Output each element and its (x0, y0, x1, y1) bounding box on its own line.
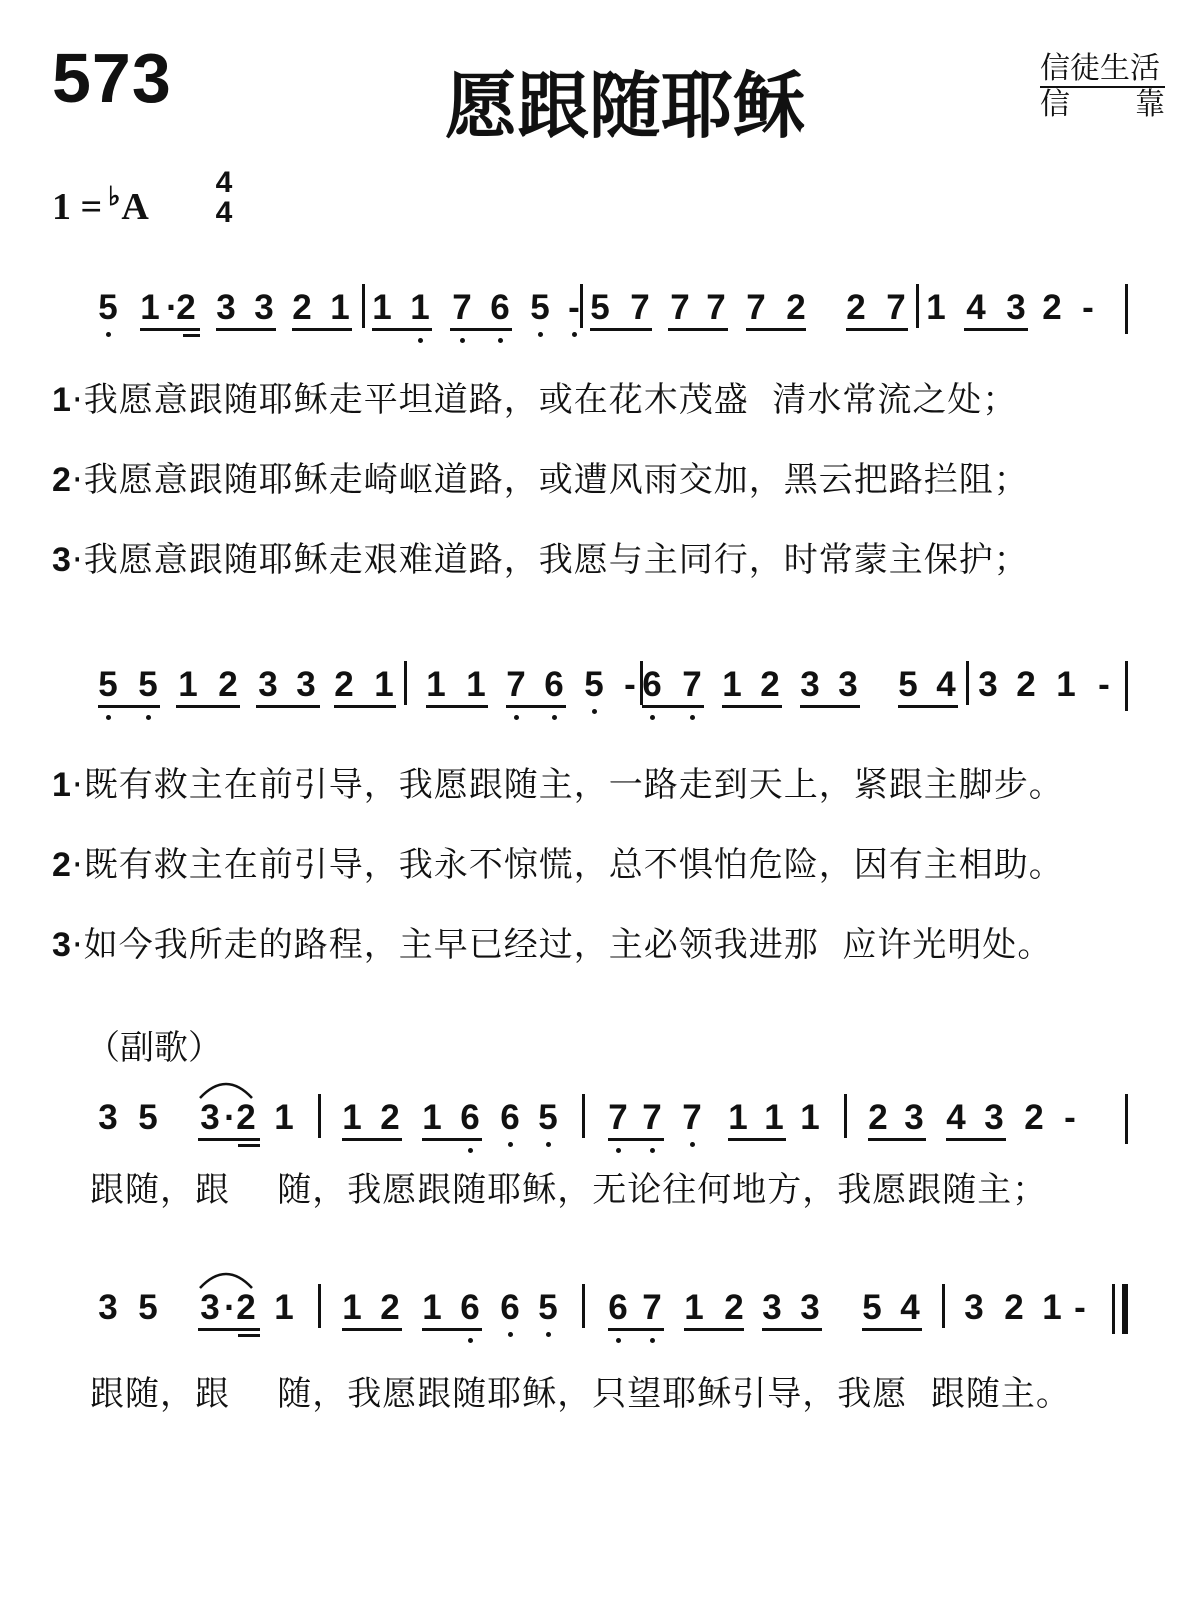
note: 5 (538, 1288, 558, 1327)
note: 3 (296, 665, 316, 704)
dash-mark: - (1082, 288, 1094, 327)
verse-3-line-a (52, 532, 1029, 581)
note: 1 (410, 288, 430, 327)
note: 7 (682, 665, 702, 704)
octave-dot (552, 715, 557, 720)
note: 3 (1006, 288, 1026, 327)
octave-dot (538, 332, 543, 337)
beam-underline (450, 328, 512, 331)
note: 7 (630, 288, 650, 327)
note: 2 (846, 288, 866, 327)
note: 1 (422, 1288, 442, 1327)
note: 3 (762, 1288, 782, 1327)
note: 2 (380, 1288, 400, 1327)
note: 1 (728, 1098, 748, 1137)
note: 2 (868, 1098, 888, 1137)
note: 3 (964, 1288, 984, 1327)
note: 2 (380, 1098, 400, 1137)
time-top: 4 (215, 166, 233, 199)
lyric-text: ·既有救主在前引导，我愿跟随主，一路走到天上，紧跟主脚步。 (71, 765, 1064, 805)
octave-dot (468, 1148, 473, 1153)
beam-underline (846, 328, 908, 331)
note: 2 (760, 665, 780, 704)
beam-underline (334, 705, 396, 708)
beam-underline (746, 328, 806, 331)
note: 3 (800, 665, 820, 704)
beam-underline (762, 1328, 822, 1331)
notation-row-4 (0, 1288, 1200, 1336)
note: 5 (98, 288, 118, 327)
note: 4 (966, 288, 986, 327)
category-right: 靠 (1135, 87, 1165, 122)
note: 6 (460, 1288, 480, 1327)
note: 5 (530, 288, 550, 327)
octave-dot (690, 1142, 695, 1147)
note: 1 (926, 288, 946, 327)
octave-dot (572, 332, 577, 337)
barline (1125, 661, 1128, 711)
beam-underline (868, 1138, 926, 1141)
note: 4 (900, 1288, 920, 1327)
note: 4 (936, 665, 956, 704)
note: 5 (590, 288, 610, 327)
note: 6 (544, 665, 564, 704)
note: 5 (538, 1098, 558, 1137)
beam-underline (722, 705, 782, 708)
note: 4 (946, 1098, 966, 1137)
barline (916, 284, 919, 328)
octave-dot (616, 1338, 621, 1343)
beam-underline (964, 328, 1028, 331)
notation-row-1 (0, 288, 1200, 336)
dot-mark: · (166, 288, 178, 327)
octave-dot (546, 1332, 551, 1337)
octave-dot (418, 338, 423, 343)
note: 1 (684, 1288, 704, 1327)
barline (582, 1284, 585, 1328)
note: 1 (466, 665, 486, 704)
dot-mark: · (224, 1098, 236, 1137)
octave-dot (690, 715, 695, 720)
note: 5 (584, 665, 604, 704)
category-left: 信 (1040, 87, 1070, 122)
octave-dot (460, 338, 465, 343)
notation-row-2 (0, 665, 1200, 713)
barline (966, 661, 969, 705)
octave-dot (650, 1338, 655, 1343)
source-label: 信徒生活 (1040, 52, 1165, 88)
barline (844, 1094, 847, 1138)
barline (640, 661, 643, 705)
note: 6 (490, 288, 510, 327)
note: 1 (426, 665, 446, 704)
barline (942, 1284, 945, 1328)
hymn-number: 573 (52, 39, 172, 117)
credits (1040, 52, 1165, 122)
beam-underline (422, 1328, 482, 1331)
note: 6 (608, 1288, 628, 1327)
octave-dot (106, 715, 111, 720)
beam-underline (140, 328, 200, 331)
beam-underline (668, 328, 728, 331)
note: 7 (642, 1288, 662, 1327)
note: 3 (984, 1098, 1004, 1137)
beam-underline (238, 1334, 260, 1337)
note: 7 (642, 1098, 662, 1137)
note: 1 (140, 288, 160, 327)
note: 5 (138, 1288, 158, 1327)
lyric-text: ·我愿意跟随耶稣走崎岖道路，或遭风雨交加，黑云把路拦阻； (71, 460, 1029, 500)
beam-underline (800, 705, 860, 708)
note: 5 (898, 665, 918, 704)
beam-underline (684, 1328, 744, 1331)
hymn-title: 愿跟随耶稣 (444, 64, 805, 148)
beam-underline (608, 1328, 664, 1331)
beam-underline (506, 705, 566, 708)
barline (404, 661, 407, 705)
time-signature (212, 168, 236, 228)
dash-mark: - (568, 288, 580, 327)
beam-underline (256, 705, 320, 708)
beam-underline (198, 1138, 260, 1141)
tie-arc (195, 1076, 257, 1100)
verse-number: 2 (52, 461, 72, 499)
beam-underline (642, 705, 704, 708)
beam-underline (898, 705, 958, 708)
octave-dot (514, 715, 519, 720)
note: 1 (274, 1098, 294, 1137)
note: 2 (1016, 665, 1036, 704)
note: 2 (334, 665, 354, 704)
beam-underline (198, 1328, 260, 1331)
note: 3 (254, 288, 274, 327)
octave-dot (468, 1338, 473, 1343)
verse-3-line-b (52, 917, 1052, 966)
beam-underline (342, 1328, 402, 1331)
dot-mark: · (224, 1288, 236, 1327)
note: 2 (176, 288, 196, 327)
barline (362, 284, 365, 328)
note: 7 (506, 665, 526, 704)
verse-2-line-a (52, 452, 1029, 501)
beam-underline (608, 1138, 664, 1141)
beam-underline (372, 328, 432, 331)
octave-dot (106, 332, 111, 337)
note: 5 (862, 1288, 882, 1327)
note: 3 (98, 1288, 118, 1327)
note: 2 (292, 288, 312, 327)
final-barline (1112, 1284, 1115, 1334)
dash-mark: - (1098, 665, 1110, 704)
octave-dot (592, 709, 597, 714)
dash-mark: - (624, 665, 636, 704)
lyric-text: ·我愿意跟随耶稣走平坦道路，或在花木茂盛 清水常流之处； (71, 380, 1018, 420)
note: 6 (460, 1098, 480, 1137)
note: 3 (800, 1288, 820, 1327)
note: 2 (724, 1288, 744, 1327)
time-bottom: 4 (215, 196, 233, 229)
beam-underline (238, 1144, 260, 1147)
note: 1 (274, 1288, 294, 1327)
note: 2 (1042, 288, 1062, 327)
verse-number: 3 (52, 541, 72, 579)
note: 2 (218, 665, 238, 704)
note: 3 (978, 665, 998, 704)
note: 3 (200, 1288, 220, 1327)
octave-dot (498, 338, 503, 343)
chorus-line-1: 跟随，跟 随，我愿跟随耶稣，无论往何地方，我愿跟随主； (90, 1170, 1048, 1210)
lyric-text: ·我愿意跟随耶稣走艰难道路，我愿与主同行，时常蒙主保护； (71, 540, 1029, 580)
note: 1 (1056, 665, 1076, 704)
note: 3 (838, 665, 858, 704)
note: 1 (372, 288, 392, 327)
note: 7 (682, 1098, 702, 1137)
category-label (1040, 88, 1165, 122)
barline (582, 1094, 585, 1138)
octave-dot (508, 1142, 513, 1147)
note: 7 (452, 288, 472, 327)
dash-mark: - (1064, 1098, 1076, 1137)
key-signature (52, 182, 149, 229)
beam-underline (292, 328, 352, 331)
verse-number: 1 (52, 766, 72, 804)
note: 1 (1042, 1288, 1062, 1327)
note: 5 (138, 665, 158, 704)
octave-dot (650, 715, 655, 720)
verse-number: 1 (52, 381, 72, 419)
beam-underline (862, 1328, 922, 1331)
note: 7 (706, 288, 726, 327)
verse-number: 2 (52, 846, 72, 884)
tie-arc (195, 1266, 257, 1290)
octave-dot (508, 1332, 513, 1337)
barline (580, 284, 583, 328)
note: 3 (258, 665, 278, 704)
beam-underline (728, 1138, 786, 1141)
key-letter: A (121, 186, 149, 228)
note: 5 (98, 665, 118, 704)
note: 2 (236, 1288, 256, 1327)
note: 1 (722, 665, 742, 704)
notation-row-3 (0, 1098, 1200, 1146)
verse-1-line-b (52, 757, 1064, 806)
beam-underline (426, 705, 488, 708)
chorus-label: （副歌） (86, 1028, 222, 1068)
note: 7 (886, 288, 906, 327)
note: 3 (98, 1098, 118, 1137)
flat-icon: ♭ (108, 182, 121, 211)
beam-underline (183, 334, 200, 337)
note: 1 (422, 1098, 442, 1137)
octave-dot (650, 1148, 655, 1153)
note: 2 (236, 1098, 256, 1137)
beam-underline (946, 1138, 1006, 1141)
beam-underline (422, 1138, 482, 1141)
note: 2 (786, 288, 806, 327)
barline (318, 1284, 321, 1328)
note: 3 (216, 288, 236, 327)
verse-number: 3 (52, 926, 72, 964)
dash-mark: - (1074, 1288, 1086, 1327)
barline (1125, 1094, 1128, 1144)
octave-dot (546, 1142, 551, 1147)
note: 1 (374, 665, 394, 704)
octave-dot (616, 1148, 621, 1153)
chorus-line-2: 跟随，跟 随，我愿跟随耶稣，只望耶稣引导，我愿 跟随主。 (90, 1374, 1071, 1414)
final-barline-thick (1122, 1284, 1128, 1334)
note: 6 (500, 1098, 520, 1137)
note: 3 (200, 1098, 220, 1137)
note: 1 (178, 665, 198, 704)
key-prefix: 1 = (52, 186, 103, 228)
note: 1 (330, 288, 350, 327)
note: 1 (800, 1098, 820, 1137)
beam-underline (590, 328, 652, 331)
note: 2 (1024, 1098, 1044, 1137)
beam-underline (98, 705, 160, 708)
note: 7 (608, 1098, 628, 1137)
verse-1-line-a (52, 372, 1017, 421)
beam-underline (342, 1138, 402, 1141)
note: 3 (904, 1098, 924, 1137)
note: 1 (764, 1098, 784, 1137)
beam-underline (216, 328, 276, 331)
note: 7 (746, 288, 766, 327)
note: 6 (500, 1288, 520, 1327)
note: 5 (138, 1098, 158, 1137)
octave-dot (146, 715, 151, 720)
note: 2 (1004, 1288, 1024, 1327)
lyric-text: ·既有救主在前引导，我永不惊慌，总不惧怕危险，因有主相助。 (71, 845, 1064, 885)
note: 1 (342, 1098, 362, 1137)
beam-underline (176, 705, 240, 708)
note: 6 (642, 665, 662, 704)
verse-2-line-b (52, 837, 1064, 886)
note: 7 (670, 288, 690, 327)
barline (318, 1094, 321, 1138)
barline (1125, 284, 1128, 334)
lyric-text: ·如今我所走的路程，主早已经过，主必领我进那 应许光明处。 (71, 925, 1053, 965)
note: 1 (342, 1288, 362, 1327)
